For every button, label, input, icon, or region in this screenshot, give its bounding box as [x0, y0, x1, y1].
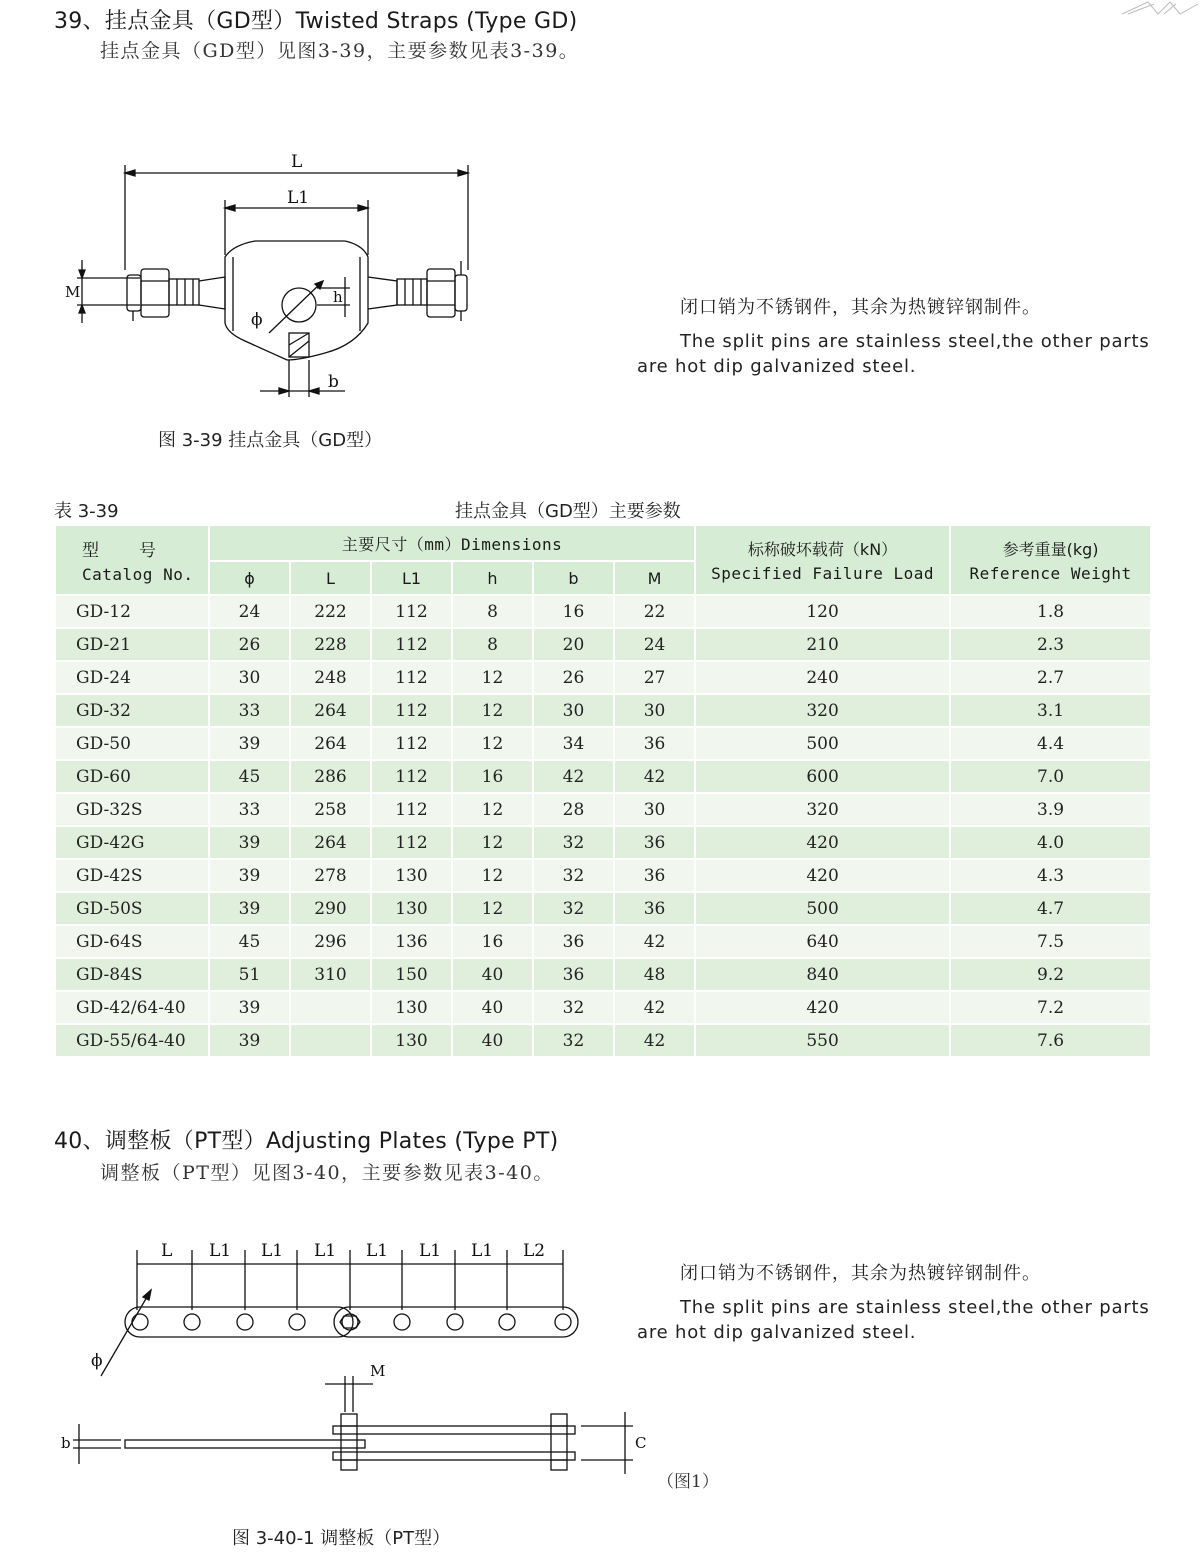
- table-cell: 26: [209, 628, 290, 661]
- table-cell: 320: [695, 694, 950, 727]
- table-cell: 112: [371, 628, 452, 661]
- table-cell: 12: [452, 826, 533, 859]
- table-row: [55, 892, 1151, 925]
- corner-decoration: [1118, 0, 1200, 20]
- table-cell: 48: [614, 958, 695, 991]
- header-weight: [950, 525, 1151, 595]
- table-cell: 258: [290, 793, 371, 826]
- table-cell: 228: [290, 628, 371, 661]
- table-cell: 420: [695, 859, 950, 892]
- table-cell: 112: [371, 694, 452, 727]
- table-row: [55, 628, 1151, 661]
- table-cell: 500: [695, 727, 950, 760]
- dim-label-M: M: [370, 1362, 386, 1380]
- table-cell: 36: [533, 958, 614, 991]
- table-cell: 30: [209, 661, 290, 694]
- table-cell: 34: [533, 727, 614, 760]
- table-cell: 130: [371, 892, 452, 925]
- table-cell: 12: [452, 859, 533, 892]
- header-failure-load: [695, 525, 950, 595]
- table-label: 表 3-39: [54, 501, 119, 522]
- table-cell: 112: [371, 595, 452, 628]
- table-cell: 1.8: [950, 595, 1151, 628]
- table-cell-catalog: GD-50S: [55, 892, 209, 925]
- table-cell: 112: [371, 826, 452, 859]
- table-cell-catalog: GD-42G: [55, 826, 209, 859]
- table-cell: 30: [533, 694, 614, 727]
- header-failure-load-en: Specified Failure Load: [711, 564, 934, 583]
- table-cell: 2.7: [950, 661, 1151, 694]
- table-cell: 9.2: [950, 958, 1151, 991]
- table-cell: 296: [290, 925, 371, 958]
- table-cell: 24: [209, 595, 290, 628]
- table-cell: 12: [452, 661, 533, 694]
- table-cell: 42: [614, 991, 695, 1024]
- twisted-strap-drawing: [55, 145, 485, 405]
- table-cell: 32: [533, 892, 614, 925]
- table-title: 挂点金具（GD型）主要参数: [455, 501, 681, 522]
- table-cell: 210: [695, 628, 950, 661]
- table-cell: 4.0: [950, 826, 1151, 859]
- dim-label-L1-c: L1: [314, 1241, 337, 1261]
- figure-3-40-1-caption: 图 3-40-1 调整板（PT型）: [232, 1528, 451, 1549]
- table-cell: 32: [533, 991, 614, 1024]
- table-cell: 28: [533, 793, 614, 826]
- table-cell: 7.2: [950, 991, 1151, 1024]
- table-cell: 42: [614, 925, 695, 958]
- dim-label-h: h: [333, 288, 343, 306]
- section-39-note-en-line2: are hot dip galvanized steel.: [637, 356, 917, 377]
- header-catalog: [55, 525, 209, 595]
- table-row: [55, 793, 1151, 826]
- table-cell: 36: [533, 925, 614, 958]
- table-cell: 42: [614, 1024, 695, 1057]
- section-39-note-en-line1: The split pins are stainless steel,the other parts: [680, 331, 1150, 352]
- table-cell: 278: [290, 859, 371, 892]
- table-cell-catalog: GD-84S: [55, 958, 209, 991]
- dim-label-M: M: [65, 283, 81, 301]
- header-catalog-en: Catalog No.: [82, 565, 194, 584]
- table-cell: 22: [614, 595, 695, 628]
- figure-note: （图1）: [657, 1472, 719, 1492]
- table-cell: 40: [452, 958, 533, 991]
- table-cell: 222: [290, 595, 371, 628]
- table-cell: 640: [695, 925, 950, 958]
- table-cell: 12: [452, 793, 533, 826]
- table-row: [55, 661, 1151, 694]
- section-40-note-en-line2: are hot dip galvanized steel.: [637, 1322, 917, 1343]
- table-cell: 112: [371, 661, 452, 694]
- table-cell: 4.3: [950, 859, 1151, 892]
- header-dimensions: 主要尺寸（mm）Dimensions: [209, 525, 695, 561]
- adjusting-plate-drawing: [55, 1230, 655, 1490]
- table-cell: 136: [371, 925, 452, 958]
- dim-label-L1-f: L1: [471, 1241, 494, 1261]
- table-cell: 30: [614, 694, 695, 727]
- table-cell: 264: [290, 727, 371, 760]
- header-phi: ϕ: [209, 561, 290, 595]
- table-cell: 420: [695, 826, 950, 859]
- table-cell: 8: [452, 595, 533, 628]
- parameters-table: [54, 524, 1152, 1058]
- table-cell: 150: [371, 958, 452, 991]
- table-cell: 120: [695, 595, 950, 628]
- table-cell: 27: [614, 661, 695, 694]
- section-40-note-cn: 闭口销为不锈钢件，其余为热镀锌钢制件。: [680, 1263, 1041, 1284]
- table-cell: 7.0: [950, 760, 1151, 793]
- table-row: [55, 1024, 1151, 1057]
- table-cell: [290, 1024, 371, 1057]
- dim-label-L1-b: L1: [261, 1241, 284, 1261]
- header-L1: L1: [371, 561, 452, 595]
- table-cell: 7.6: [950, 1024, 1151, 1057]
- table-cell-catalog: GD-32: [55, 694, 209, 727]
- table-cell: 36: [614, 727, 695, 760]
- table-cell: 240: [695, 661, 950, 694]
- table-cell: 12: [452, 892, 533, 925]
- table-cell: 42: [614, 760, 695, 793]
- table-row: [55, 991, 1151, 1024]
- table-cell: 550: [695, 1024, 950, 1057]
- table-cell-catalog: GD-42/64-40: [55, 991, 209, 1024]
- table-cell: 16: [533, 595, 614, 628]
- table-cell: 130: [371, 991, 452, 1024]
- table-row: [55, 760, 1151, 793]
- table-cell-catalog: GD-42S: [55, 859, 209, 892]
- table-cell: 45: [209, 925, 290, 958]
- dim-label-L: L: [161, 1241, 173, 1261]
- table-cell-catalog: GD-21: [55, 628, 209, 661]
- table-cell: 600: [695, 760, 950, 793]
- table-cell-catalog: GD-60: [55, 760, 209, 793]
- table-body: [55, 595, 1151, 1057]
- table-row: [55, 694, 1151, 727]
- table-cell: 112: [371, 727, 452, 760]
- table-cell: 40: [452, 1024, 533, 1057]
- table-cell: 264: [290, 694, 371, 727]
- dim-label-L1: L1: [287, 188, 310, 208]
- table-cell-catalog: GD-64S: [55, 925, 209, 958]
- table-cell: 32: [533, 1024, 614, 1057]
- table-cell-catalog: GD-50: [55, 727, 209, 760]
- table-cell: 32: [533, 826, 614, 859]
- dim-label-phi: ϕ: [251, 310, 263, 330]
- table-cell: 290: [290, 892, 371, 925]
- section-40-note-en-line1: The split pins are stainless steel,the other parts: [680, 1297, 1150, 1318]
- table-cell: 3.1: [950, 694, 1151, 727]
- table-cell-catalog: GD-32S: [55, 793, 209, 826]
- table-cell: 39: [209, 1024, 290, 1057]
- section-39-heading: 39、挂点金具（GD型）Twisted Straps (Type GD): [54, 9, 578, 34]
- table-cell: 130: [371, 859, 452, 892]
- table-cell: 130: [371, 1024, 452, 1057]
- table-cell: 112: [371, 793, 452, 826]
- table-cell: 45: [209, 760, 290, 793]
- table-cell: 500: [695, 892, 950, 925]
- table-cell: 39: [209, 826, 290, 859]
- table-cell: 4.7: [950, 892, 1151, 925]
- header-weight-cn: 参考重量(kg): [1002, 540, 1099, 559]
- section-39-note-cn: 闭口销为不锈钢件，其余为热镀锌钢制件。: [680, 297, 1041, 318]
- header-h: h: [452, 561, 533, 595]
- dim-label-L: L: [291, 152, 303, 172]
- table-cell-catalog: GD-12: [55, 595, 209, 628]
- header-weight-en: Reference Weight: [969, 564, 1132, 583]
- table-cell: 26: [533, 661, 614, 694]
- table-row: [55, 595, 1151, 628]
- table-cell: 32: [533, 859, 614, 892]
- table-cell: 39: [209, 859, 290, 892]
- table-cell: 7.5: [950, 925, 1151, 958]
- table-cell: 286: [290, 760, 371, 793]
- table-cell: 36: [614, 859, 695, 892]
- header-M: M: [614, 561, 695, 595]
- table-row: [55, 727, 1151, 760]
- header-failure-load-cn: 标称破坏载荷（kN）: [747, 540, 898, 559]
- table-row: [55, 925, 1151, 958]
- table-cell-catalog: GD-55/64-40: [55, 1024, 209, 1057]
- dim-label-b: b: [61, 1434, 71, 1452]
- table-cell: 112: [371, 760, 452, 793]
- figure-3-39-caption: 图 3-39 挂点金具（GD型）: [158, 430, 383, 451]
- dim-label-L1-e: L1: [419, 1241, 442, 1261]
- table-cell: [290, 991, 371, 1024]
- dim-label-L1-a: L1: [209, 1241, 232, 1261]
- table-cell: 12: [452, 694, 533, 727]
- table-cell: 4.4: [950, 727, 1151, 760]
- header-b: b: [533, 561, 614, 595]
- table-cell: 51: [209, 958, 290, 991]
- table-cell: 40: [452, 991, 533, 1024]
- section-39-subtitle: 挂点金具（GD型）见图3-39，主要参数见表3-39。: [100, 40, 580, 62]
- table-cell: 30: [614, 793, 695, 826]
- header-catalog-cn: 型 号: [82, 541, 158, 561]
- table-row: [55, 859, 1151, 892]
- table-cell: 36: [614, 826, 695, 859]
- header-L: L: [290, 561, 371, 595]
- table-cell: 16: [452, 760, 533, 793]
- dim-label-phi: ϕ: [91, 1351, 103, 1371]
- table-cell: 320: [695, 793, 950, 826]
- table-cell: 248: [290, 661, 371, 694]
- table-cell: 39: [209, 727, 290, 760]
- table-cell: 3.9: [950, 793, 1151, 826]
- table-cell: 264: [290, 826, 371, 859]
- table-cell: 12: [452, 727, 533, 760]
- table-row: [55, 958, 1151, 991]
- table-cell-catalog: GD-24: [55, 661, 209, 694]
- table-cell: 420: [695, 991, 950, 1024]
- dim-label-C: C: [635, 1434, 647, 1452]
- section-40-subtitle: 调整板（PT型）见图3-40，主要参数见表3-40。: [100, 1162, 554, 1184]
- dim-label-L2: L2: [523, 1241, 546, 1261]
- table-cell: 33: [209, 694, 290, 727]
- table-cell: 24: [614, 628, 695, 661]
- section-40-heading: 40、调整板（PT型）Adjusting Plates (Type PT): [54, 1129, 559, 1154]
- table-cell: 310: [290, 958, 371, 991]
- table-cell: 20: [533, 628, 614, 661]
- table-cell: 840: [695, 958, 950, 991]
- table-cell: 8: [452, 628, 533, 661]
- table-row: [55, 826, 1151, 859]
- table-cell: 2.3: [950, 628, 1151, 661]
- dim-label-b: b: [328, 372, 339, 392]
- table-cell: 42: [533, 760, 614, 793]
- table-cell: 39: [209, 991, 290, 1024]
- table-cell: 33: [209, 793, 290, 826]
- table-cell: 39: [209, 892, 290, 925]
- dim-label-L1-d: L1: [366, 1241, 389, 1261]
- table-cell: 36: [614, 892, 695, 925]
- table-cell: 16: [452, 925, 533, 958]
